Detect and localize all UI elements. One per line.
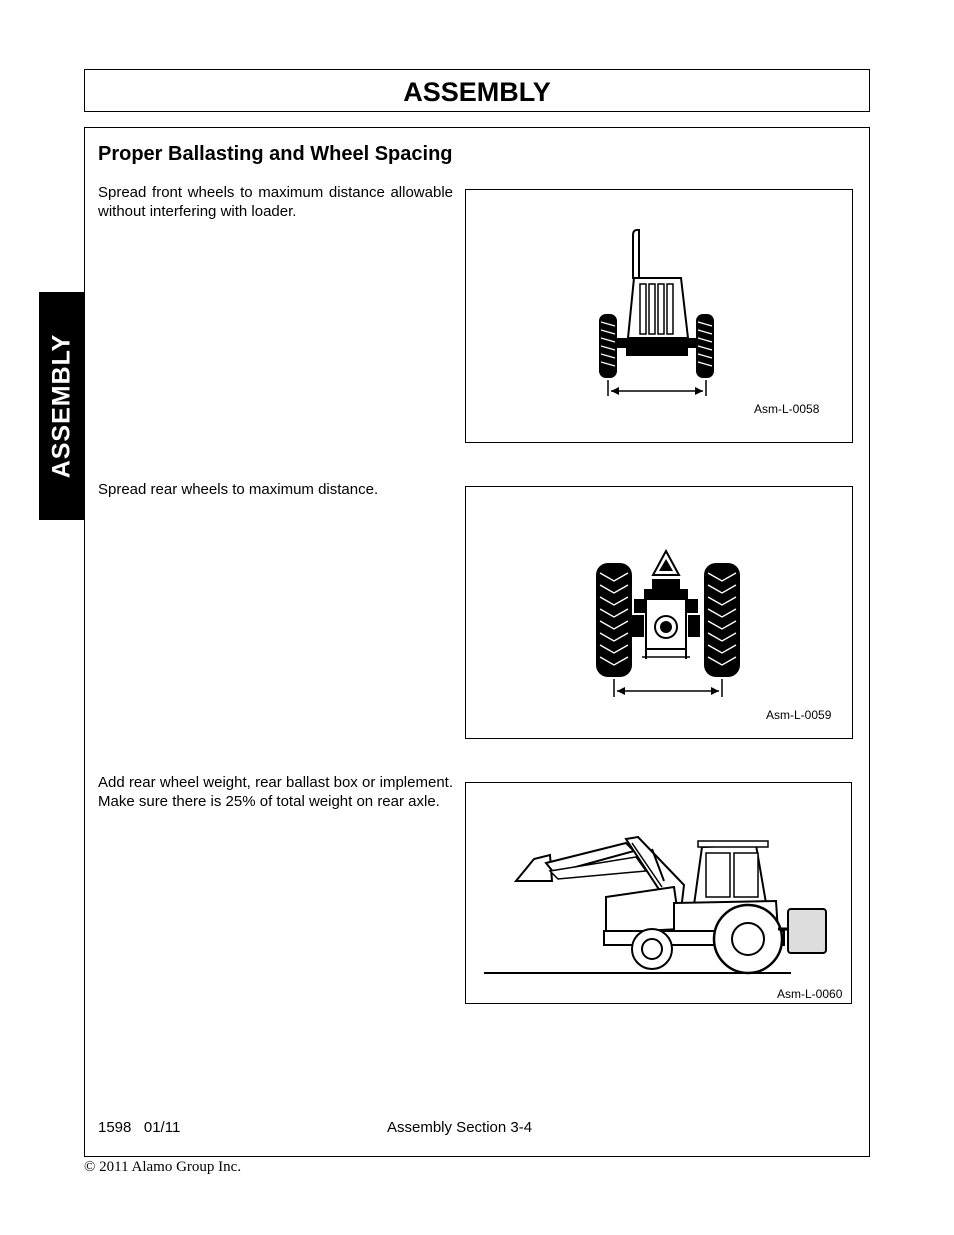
paragraph-front-wheels: Spread front wheels to maximum distance allowable without interfering with loader. (98, 184, 453, 220)
figure-front-view (465, 189, 853, 443)
footer-doc-number: 1598 01/11 (98, 1119, 181, 1136)
section-title: Proper Ballasting and Wheel Spacing (98, 143, 453, 165)
figure-label: Asm-L-0058 (754, 402, 820, 416)
tractor-rear-view-icon (466, 487, 852, 738)
header-box (84, 69, 870, 112)
paragraph-rear-wheels: Spread rear wheels to maximum distance. (98, 481, 379, 498)
side-tab-label: ASSEMBLY (47, 333, 75, 479)
paragraph-ballast: Add rear wheel weight, rear ballast box or implement. Make sure there is 25% of total weight on rear axle. (98, 774, 453, 810)
figure-label: Asm-L-0060 (777, 987, 843, 1001)
figure-side-view (465, 782, 852, 1004)
side-tab (39, 292, 84, 520)
figure-rear-view (465, 486, 853, 739)
figure-label: Asm-L-0059 (766, 708, 832, 722)
footer-section: Assembly Section 3-4 (387, 1119, 533, 1136)
copyright: © 2011 Alamo Group Inc. (84, 1159, 242, 1175)
tractor-loader-side-view-icon (466, 783, 851, 1003)
page-header-title: ASSEMBLY (403, 77, 551, 107)
